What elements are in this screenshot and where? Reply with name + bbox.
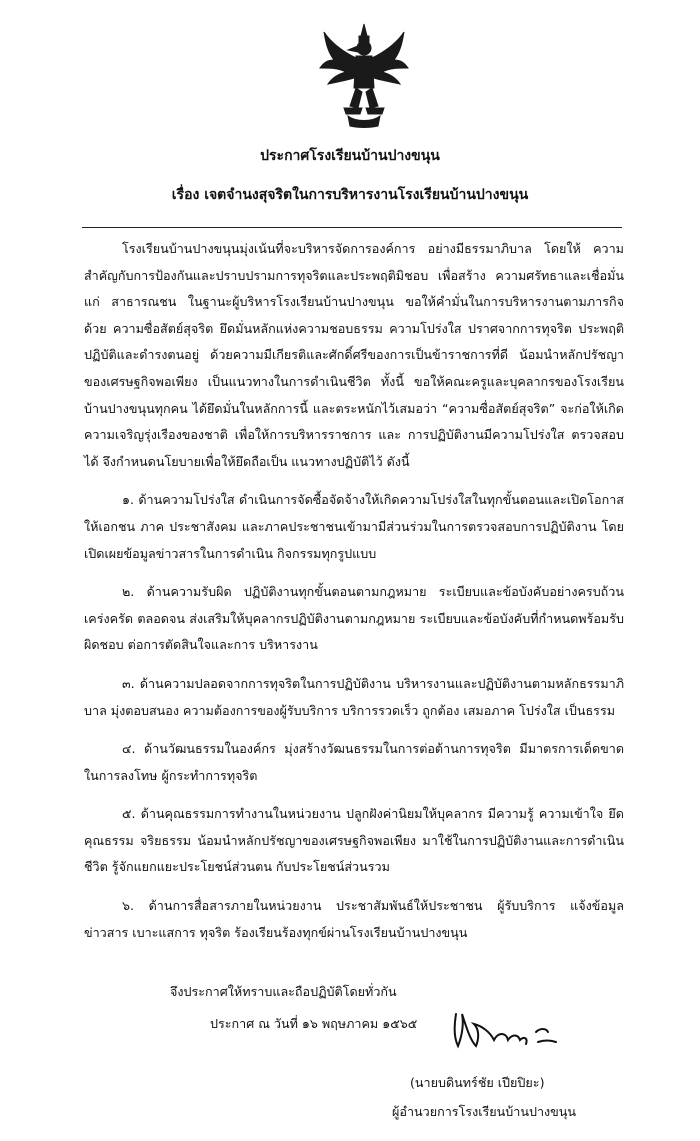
policy-item-internal-communication: ๖. ด้านการสื่อสารภายในหน่วยงาน ประชาสัมพันธ์ให้ประชาชน ผู้รับบริการ แจ้งข้อมูลข่าวสาร เบาะแสการ ทุจริต ร้องเรียนร้องทุกข์ผ่านโรงเรียนบ้านปางขนุน [84,898,624,940]
closing-notice: จึงประกาศให้ทราบและถือปฏิบัติโดยทั่วกัน [170,984,397,999]
announcement-date: ประกาศ ณ วันที่ ๑๖ พฤษภาคม ๑๕๖๕ [210,1016,418,1031]
garuda-emblem-icon [318,22,410,128]
subject-line: เรื่อง เจตจำนงสุจริตในการบริหารงานโรงเรียนบ้านปางขนุน [171,187,529,203]
intro-paragraph: โรงเรียนบ้านปางขนุนมุ่งเน้นที่จะบริหารจัดการองค์การ อย่างมีธรรมาภิบาล โดยให้ ความสำคัญกับการป้องกันและปราบปรามการทุจริตและประพฤติมิชอบ เพื่อสร้าง ความศรัทธาและเชื่อมั่นแก่ สาธารณชน ในฐานะผู้บริหารโรงเรียนบ้านปางขนุน ขอให้คำมั่นในการบริหารงานตามภารกิจด้วย ความซื่อสัตย์สุจริต ยึดมั่นหลักแห่งความชอบธรรม ความโปร่งใส ปราศจากการทุจริต ประพฤติปฏิบัติและดำรงตนอยู่ ด้วยความมีเกียรติและศักดิ์ศรีของการเป็นข้าราชการที่ดี น้อมนำหลักปรัชญาของเศรษฐกิจพอเพียง เป็นแนวทางในการดำเนินชีวิต ทั้งนี้ ขอให้คณะครูและบุคลากรของโรงเรียนบ้านปางขนุนทุกคน ได้ยึดมั่นในหลักการนี้ และตระหนักไว้เสมอว่า “ความซื่อสัตย์สุจริต” จะก่อให้เกิดความเจริญรุ่งเรืองของชาติ เพื่อให้การบริหารราชการ และ การปฏิบัติงานมีความโปร่งใส ตรวจสอบได้ จึงกำหนดนโยบายเพื่อให้ยึดถือเป็น แนวทางปฏิบัติไว้ ดังนี้ [84,241,624,469]
policy-item-corruption-free: ๓. ด้านความปลอดจากการทุจริตในการปฏิบัติงาน บริหารงานและปฏิบัติงานตามหลักธรรมาภิบาล มุ่งตอบสนอง ความต้องการของผู้รับบริการ บริการรวดเร็ว ถูกต้อง เสมอภาค โปร่งใส เป็นธรรม [84,675,624,718]
policy-item-transparency: ๑. ด้านความโปร่งใส ดำเนินการจัดซื้อจัดจ้างให้เกิดความโปร่งใสในทุกขั้นตอนและเปิดโอกาสให้เอกชน ภาค ประชาสังคม และภาคประชาชนเข้ามามีส่วนร่วมในการตรวจสอบการปฏิบัติงาน โดยเปิดเผยข้อมูลข่าวสารในการดำเนิน กิจกรรมทุกรูปแบบ [84,492,624,561]
handwritten-signature [448,1006,568,1054]
announcement-body [84,236,624,946]
announcement-title: ประกาศโรงเรียนบ้านปางขนุน [260,148,440,164]
policy-item-work-ethics: ๕. ด้านคุณธรรมการทำงานในหน่วยงาน ปลูกฝังค่านิยมให้บุคลากร มีความรู้ ความเข้าใจ ยึดคุณธรรม จริยธรรม น้อมนำหลักปรัชญาของเศรษฐกิจพอเพียง มาใช้ในการปฏิบัติงานและการดำเนินชีวิต รู้จักแยกแยะประโยชน์ส่วนตน กับประโยชน์ส่วนรวม [84,806,624,875]
header-divider [82,227,622,228]
policy-item-organizational-culture: ๔. ด้านวัฒนธรรมในองค์กร มุ่งสร้างวัฒนธรรมในการต่อต้านการทุจริต มีมาตรการเด็ดขาด ในการลงโทษ ผู้กระทำการทุจริต [84,741,624,783]
policy-item-accountability: ๒. ด้านความรับผิด ปฏิบัติงานทุกขั้นตอนตามกฎหมาย ระเบียบและข้อบังคับอย่างครบถ้วน เคร่งครัด ตลอดจน ส่งเสริมให้บุคลากรปฏิบัติงานตามกฎหมาย ระเบียบและข้อบังคับที่กำหนดพร้อมรับผิดชอบ ต่อการตัดสินใจและการ บริหารงาน [84,584,624,653]
signer-name: (นายบดินทร์ชัย เปียปิยะ) [410,1075,545,1090]
signer-position: ผู้อำนวยการโรงเรียนบ้านปางขนุน [392,1104,576,1119]
